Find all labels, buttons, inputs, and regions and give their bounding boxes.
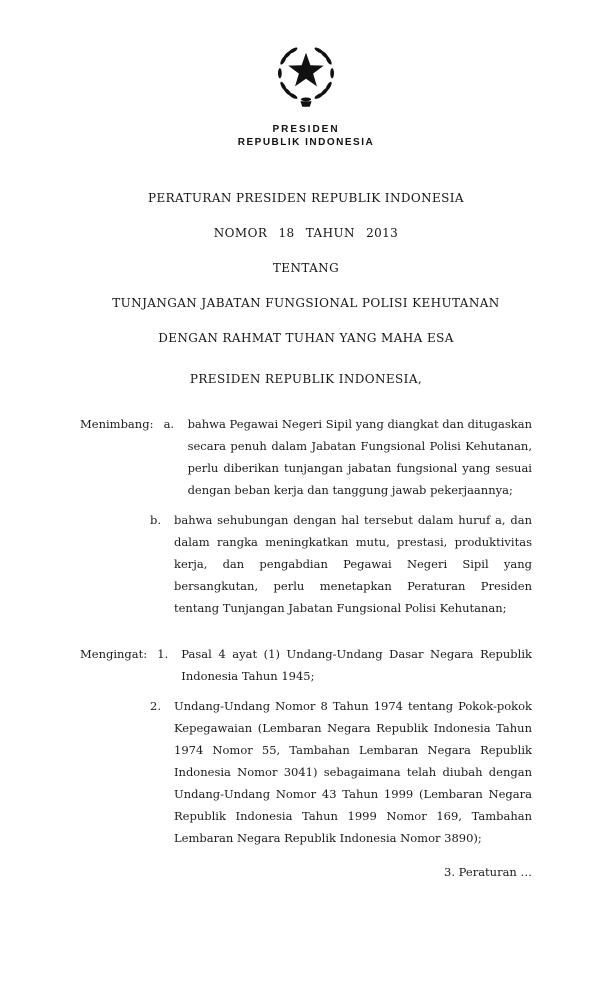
- considering-section: [80, 413, 532, 849]
- emblem-caption-line1: PRESIDEN: [272, 124, 340, 135]
- item-marker: b.: [150, 513, 162, 527]
- recalling-item-1: [80, 643, 532, 687]
- document-title-block: [80, 191, 532, 387]
- item-text: Undang-Undang Nomor 8 Tahun 1974 tentang Pokok-pokok Kepegawaian (Lembaran Negara Republik Indonesia Tahun 1974 Nomor 55, Tambahan Lembaran Negara Republik Indonesia Nomor 3041) sebagaimana telah diubah dengan Undang-Undang Nomor 43 Tahun 1999 (Lembaran Negara Republik Indonesia Tahun 1999 Nomor 169, Tambahan Lembaran Negara Republik Indonesia Nomor 3890);: [174, 699, 532, 845]
- item-text: bahwa sehubungan dengan hal tersebut dalam huruf a, dan dalam rangka meningkatkan mutu, prestasi, produktivitas kerja, dan pengabdian Pegawai Negeri Sipil yang bersangkutan, perlu menetapkan Peraturan Presiden tentang Tunjangan Jabatan Fungsional Polisi Kehutanan;: [174, 513, 532, 615]
- recalling-colon: :: [143, 647, 148, 661]
- recalling-item-2: [80, 695, 532, 849]
- considering-colon: :: [149, 417, 154, 431]
- emblem-caption: [80, 124, 532, 149]
- emblem-caption-line2: REPUBLIK INDONESIA: [237, 137, 375, 148]
- emblem-header: [80, 34, 532, 149]
- item-marker: 1.: [157, 647, 169, 661]
- title-authority: PRESIDEN REPUBLIK INDONESIA,: [189, 372, 423, 386]
- title-subject: TUNJANGAN JABATAN FUNGSIONAL POLISI KEHUTANAN: [112, 296, 500, 310]
- item-marker: a.: [163, 417, 175, 431]
- recalling-section: [80, 643, 532, 849]
- item-text: Pasal 4 ayat (1) Undang-Undang Dasar Negara Republik Indonesia Tahun 1945;: [181, 647, 532, 683]
- considering-item-b: [80, 509, 532, 619]
- item-text: bahwa Pegawai Negeri Sipil yang diangkat dan ditugaskan secara penuh dalam Jabatan Fungsional Polisi Kehutanan, perlu diberikan tunjangan jabatan fungsional yang sesuai dengan beban kerja dan tanggung jawab pekerjaannya;: [187, 417, 532, 497]
- title-regulation: PERATURAN PRESIDEN REPUBLIK INDONESIA: [147, 191, 464, 205]
- considering-item-a: [80, 413, 532, 501]
- considering-label: Menimbang: [80, 417, 150, 431]
- presidential-star-emblem-icon: [258, 34, 354, 118]
- star-icon: [288, 53, 324, 87]
- title-number: NOMOR 18 TAHUN 2013: [213, 226, 399, 240]
- recalling-label: Mengingat: [80, 647, 144, 661]
- section-gap: [80, 627, 532, 643]
- item-marker: 2.: [150, 699, 161, 713]
- title-tentang: TENTANG: [272, 261, 340, 275]
- page-catchword: 3. Peraturan …: [444, 865, 532, 879]
- title-invocation: DENGAN RAHMAT TUHAN YANG MAHA ESA: [158, 331, 454, 345]
